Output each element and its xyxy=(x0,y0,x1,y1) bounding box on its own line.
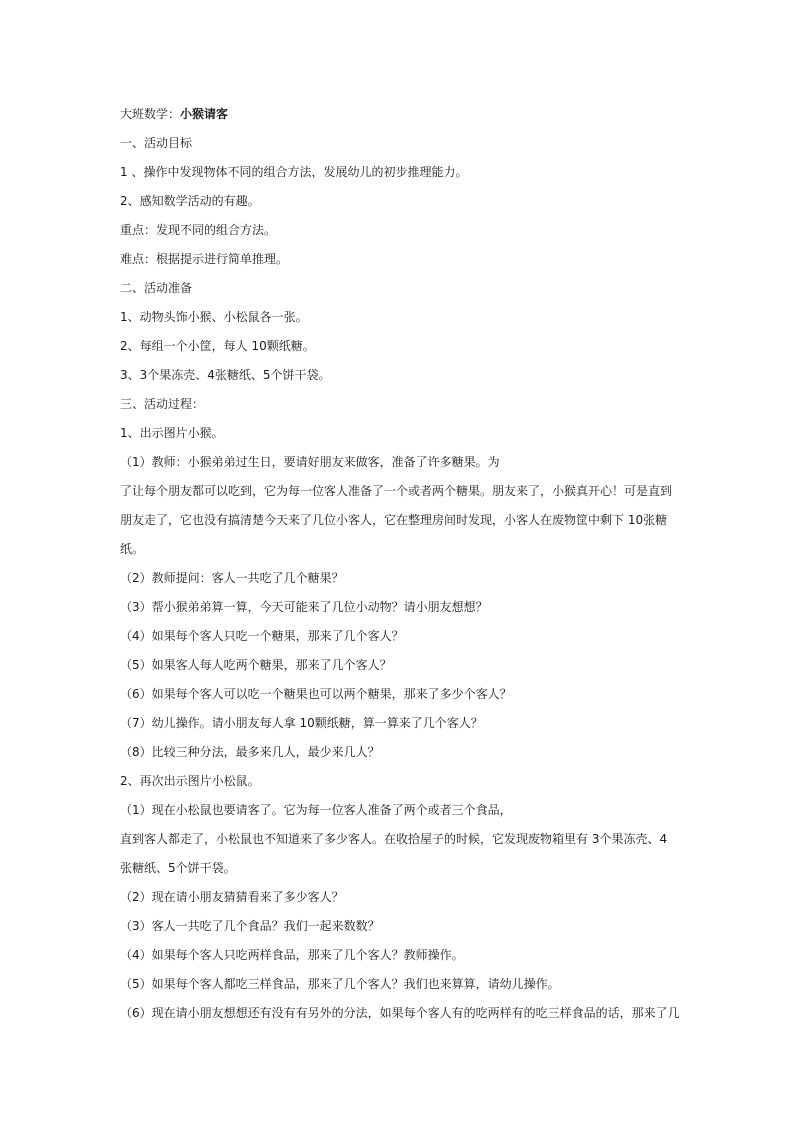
part1-step4: （4）如果每个客人只吃一个糖果，那来了几个客人？ xyxy=(120,629,404,643)
part2-step6: （6）现在请小朋友想想还有没有有另外的分法，如果每个客人有的吃两样有的吃三样食品的话，那来了几 xyxy=(120,1006,680,1020)
document-title xyxy=(120,100,680,129)
part2-step1-line1: （1）现在小松鼠也要请客了。它为每一位客人准备了两个或者三个食品， xyxy=(120,803,512,817)
part2-step1-line3: 张糖纸、5个饼干袋。 xyxy=(120,861,236,875)
part1-step7: （7）幼儿操作。请小朋友每人拿 10颗纸糖，算一算来了几个客人？ xyxy=(120,716,483,730)
prep-item-3: 3、3个果冻壳、4张糖纸、5个饼干袋。 xyxy=(120,368,331,382)
title-prefix: 大班数学： xyxy=(120,107,181,121)
part1-step1-line4: 纸。 xyxy=(120,542,145,556)
section-heading-preparation: 二、活动准备 xyxy=(120,281,193,295)
section-heading-process: 三、活动过程： xyxy=(120,397,205,411)
section-heading-goals: 一、活动目标 xyxy=(120,136,193,150)
part1-step6: （6）如果每个客人可以吃一个糖果也可以两个糖果，那来了多少个客人？ xyxy=(120,687,512,701)
part1-step8: （8）比较三种分法，最多来几人，最少来几人？ xyxy=(120,745,380,759)
part2-step4: （4）如果每个客人只吃两样食品，那来了几个客人？教师操作。 xyxy=(120,948,464,962)
goal-item-2: 2、感知数学活动的有趣。 xyxy=(120,194,260,208)
prep-item-2: 2、每组一个小筐，每人 10颗纸糖。 xyxy=(120,339,315,353)
part2-step2: （2）现在请小朋友猜猜看来了多少客人？ xyxy=(120,890,344,904)
part1-step2: （2）教师提问：客人一共吃了几个糖果？ xyxy=(120,571,344,585)
part1-step1-line3: 朋友走了，它也没有搞清楚今天来了几位小客人，它在整理房间时发现，小客人在废物筐中剩下 10张糖 xyxy=(120,513,668,527)
document-body xyxy=(120,100,680,1028)
part2-step3: （3）客人一共吃了几个食品？我们一起来数数？ xyxy=(120,919,380,933)
difficulty-point: 难点：根据提示进行简单推理。 xyxy=(120,252,289,266)
title-name: 小猴请客 xyxy=(180,107,229,121)
part2-step5: （5）如果每个客人都吃三样食品，那来了几个客人？我们也来算算，请幼儿操作。 xyxy=(120,977,560,991)
part1-step5: （5）如果客人每人吃两个糖果，那来了几个客人？ xyxy=(120,658,392,672)
part1-step1-line1: （1）教师：小猴弟弟过生日，要请好朋友来做客，准备了许多糖果。为 xyxy=(120,455,500,469)
part1-heading: 1、出示图片小猴。 xyxy=(120,426,224,440)
key-point: 重点：发现不同的组合方法。 xyxy=(120,223,277,237)
part2-heading: 2、再次出示图片小松鼠。 xyxy=(120,774,260,788)
part1-step3: （3）帮小猴弟弟算一算，今天可能来了几位小动物？请小朋友想想？ xyxy=(120,600,488,614)
goal-item-1: 1 、操作中发现物体不同的组合方法，发展幼儿的初步推理能力。 xyxy=(120,165,468,179)
part1-step1-line2: 了让每个朋友都可以吃到，它为每一位客人准备了一个或者两个糖果。朋友来了，小猴真开心！可是直到 xyxy=(120,484,673,498)
prep-item-1: 1、动物头饰小猴、小松鼠各一张。 xyxy=(120,310,308,324)
part2-step1-line2: 直到客人都走了，小松鼠也不知道来了多少客人。在收拾屋子的时候，它发现废物箱里有 3个果冻壳、4 xyxy=(120,832,668,846)
